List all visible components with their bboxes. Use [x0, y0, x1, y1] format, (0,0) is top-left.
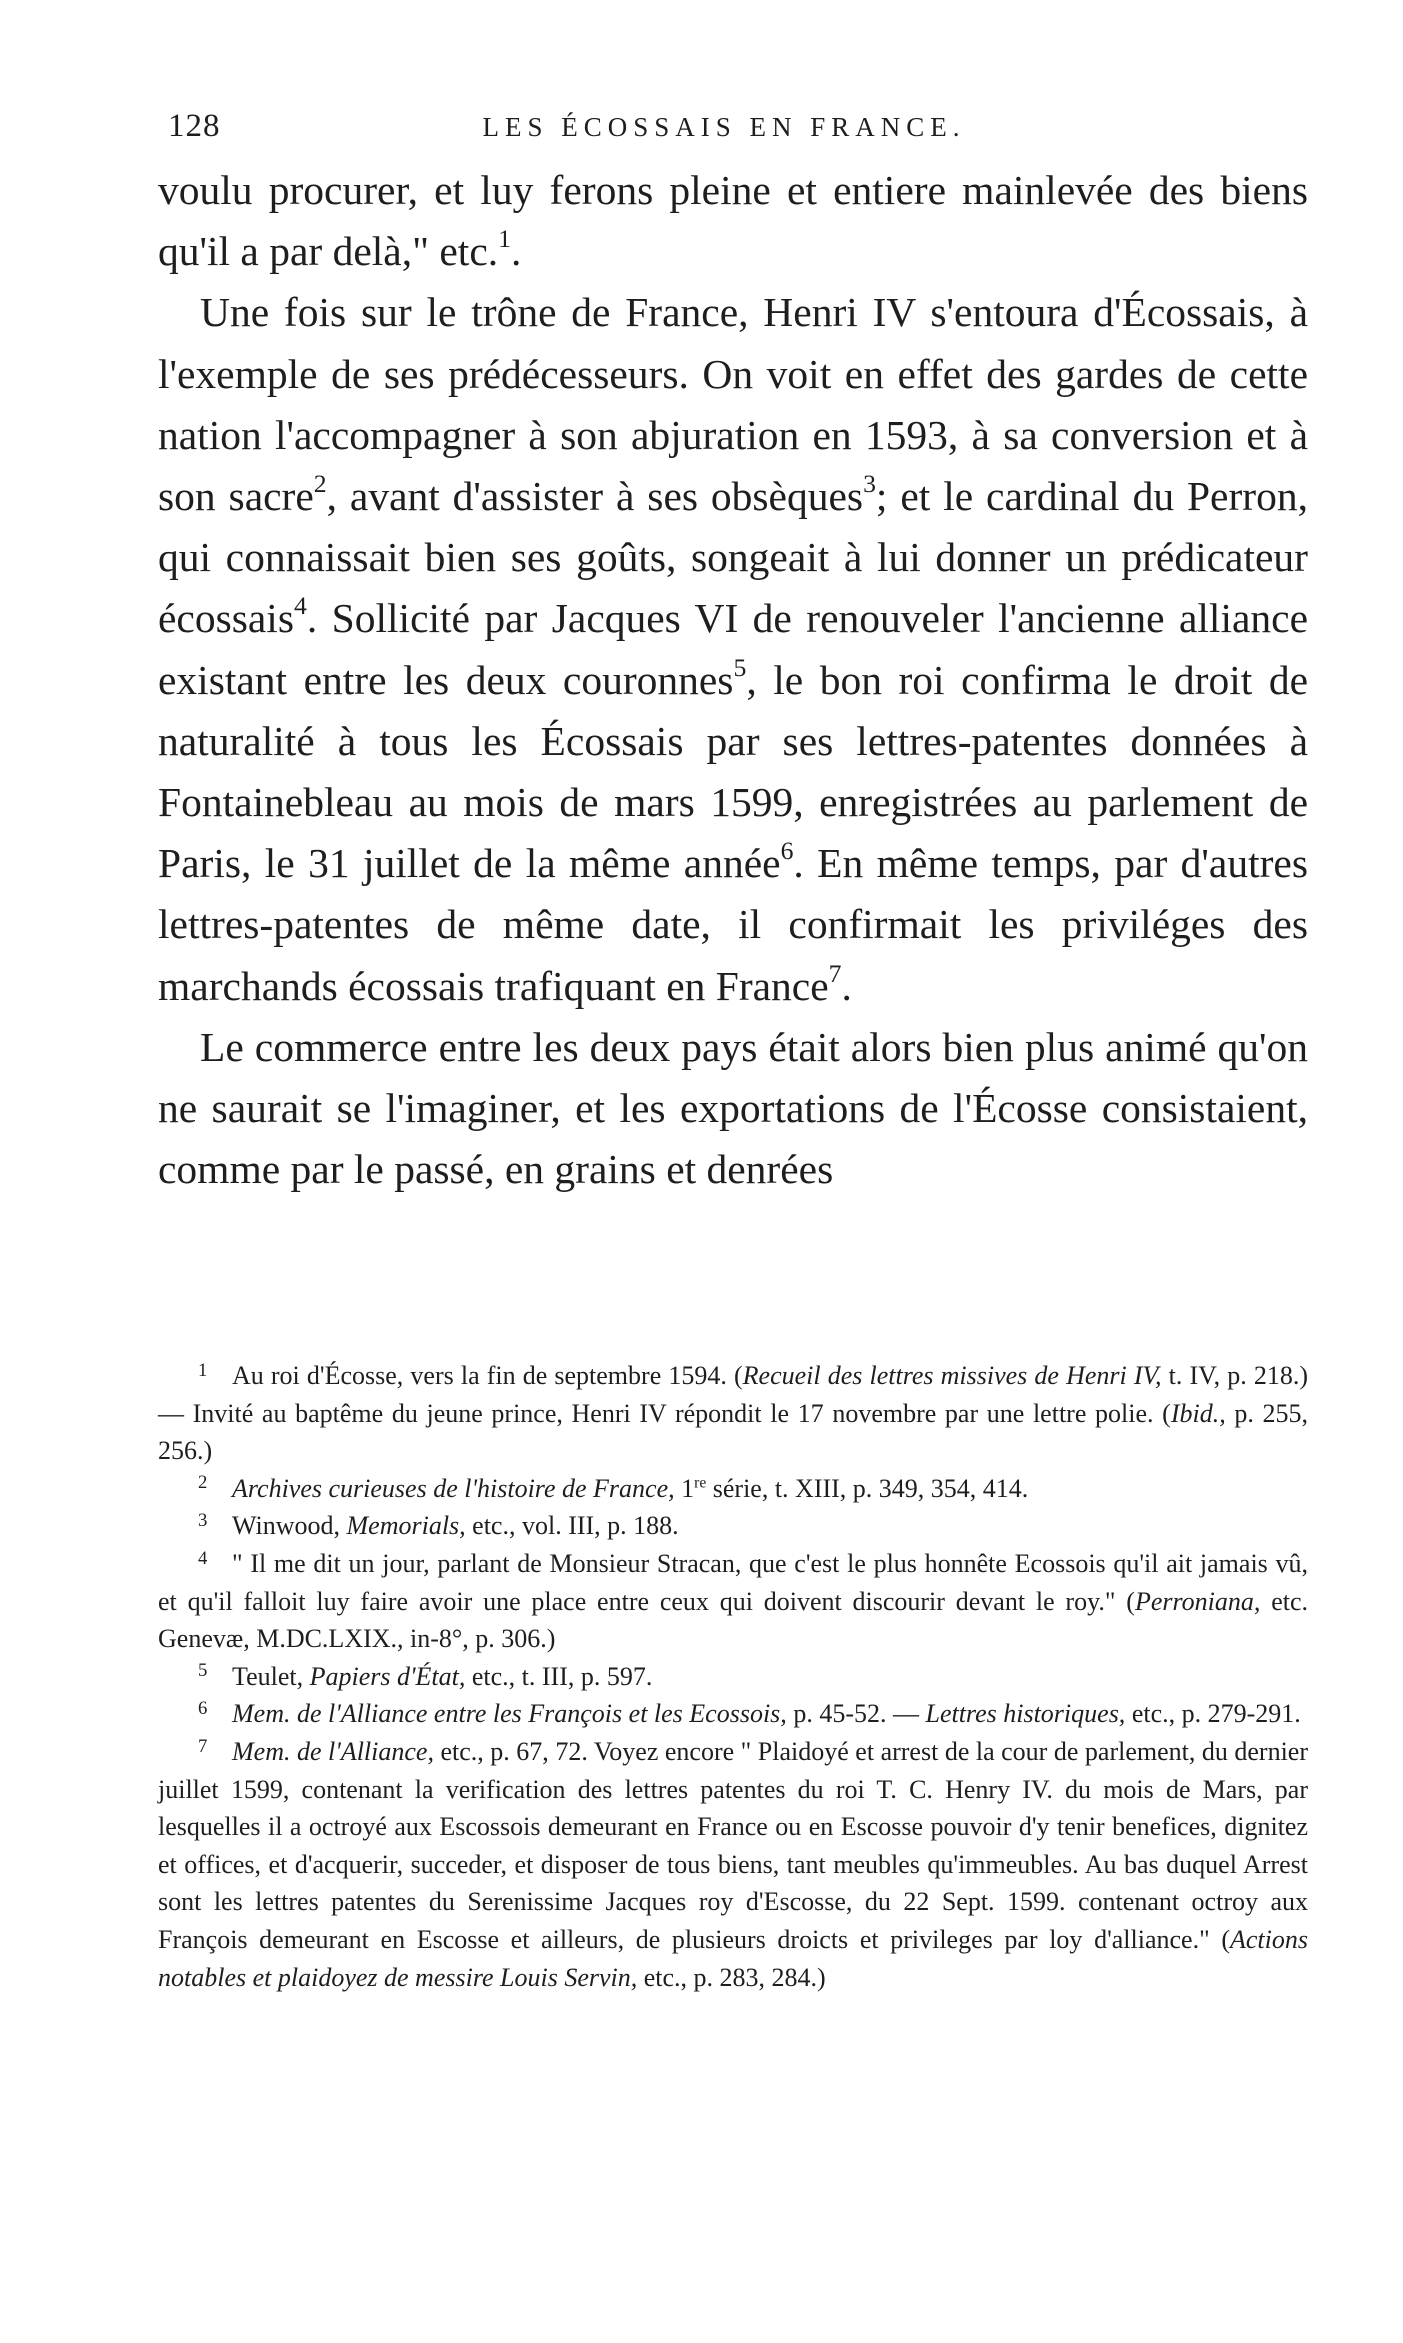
footnote-ref-7[interactable]: 7	[828, 958, 842, 988]
main-text	[158, 160, 1308, 1200]
footnote-1: 1 Au roi d'Écosse, vers la fin de septembre 1594. (Recueil des lettres missives de Henri IV, t. IV, p. 218.) — Invité au baptême du jeune prince, Henri IV répondit le 17 novembre par une lettre polie. (Ibid., p. 255, 256.)	[158, 1359, 1308, 1466]
paragraph-1: voulu procurer, et luy ferons pleine et entiere mainlevée des biens qu'il a par delà," etc.$^1$.	[158, 167, 1308, 275]
page-number: 128	[168, 108, 221, 144]
footnote-5: 5 Teulet, Papiers d'État, etc., t. III, p. 597.	[198, 1660, 653, 1691]
footnote-4: 4 " Il me dit un jour, parlant de Monsieur Stracan, que c'est le plus honnête Ecossois qu'il ait jamais vû, et qu'il falloit luy faire avoir une place entre ceux qui doivent discourir devant le roy." (Perroniana, etc. Genevæ, M.DC.LXIX., in-8°, p. 306.)	[158, 1547, 1308, 1654]
footnotes	[158, 1357, 1308, 1996]
footnote-ref-4[interactable]: 4	[294, 591, 307, 621]
footnote-ref-3[interactable]: 3	[863, 469, 876, 499]
paragraph-3: Le commerce entre les deux pays était alors bien plus animé qu'on ne saurait se l'imaginer, et les exportations de l'Écosse consistaient, comme par le passé, en grains et denrées	[158, 1023, 1308, 1193]
footnote-6: 6 Mem. de l'Alliance entre les François et les Ecossois, p. 45-52. — Lettres historiques, etc., p. 279-291.	[198, 1697, 1301, 1729]
running-title: LES ÉCOSSAIS EN FRANCE.	[482, 112, 966, 142]
footnote-ref-2[interactable]: 2	[313, 469, 327, 499]
footnote-ref-5[interactable]: 5	[733, 652, 747, 682]
footnote-ref-1[interactable]: 1	[498, 224, 511, 254]
paragraph-2: Une fois sur le trône de France, Henri IV s'entoura d'Écossais, à l'exemple de ses prédécesseurs. On voit en effet des gardes de cette nation l'accompagner à son abjuration en 1593, à sa conversion et à son sacre$^2$, avant d'assister à ses obsèques$^3$; et le cardinal du Perron, qui connaissait bien ses goûts, songeait à lui donner un prédicateur écossais$^4$. Sollicité par Jacques VI de renouveler l'ancienne alliance existant entre les deux couronnes$^5$, le bon roi confirma le droit de naturalité à tous les Écossais par ses lettres-patentes données à Fontainebleau au mois de mars 1599, enregistrées au parlement de Paris, le 31 juillet de la même année$^6$. En même temps, par d'autres lettres-patentes de même date, il confirmait les priviléges des marchands écossais trafiquant en France$^7$.	[158, 289, 1308, 1009]
footnote-7: 7 Mem. de l'Alliance, etc., p. 67, 72. Voyez encore " Plaidoyé et arrest de la cour de parlement, du dernier juillet 1599, contenant la verification des lettres patentes du roi T. C. Henry IV. du mois de Mars, par lesquelles il a octroyé aux Escossois demeurant en France ou en Escosse pouvoir d'y tenir benefices, dignitez et offices, et d'acquerir, succeder, et disposer de tous biens, tant meubles qu'immeubles. Au bas duquel Arrest sont les lettres patentes du Serenissime Jacques roy d'Escosse, du 22 Sept. 1599. contenant octroy aux François demeurant en Escosse et ailleurs, de plusieurs droicts et privileges par loy d'alliance." (Actions notables et plaidoyez de messire Louis Servin, etc., p. 283, 284.)	[158, 1735, 1308, 1992]
footnote-3: 3 Winwood, Memorials, etc., vol. III, p. 188.	[198, 1509, 679, 1541]
page-header	[158, 100, 1290, 160]
footnote-2: 2 Archives curieuses de l'histoire de France, 1re série, t. XIII, p. 349, 354, 414.	[198, 1472, 1029, 1503]
footnote-ref-6[interactable]: 6	[780, 836, 794, 866]
